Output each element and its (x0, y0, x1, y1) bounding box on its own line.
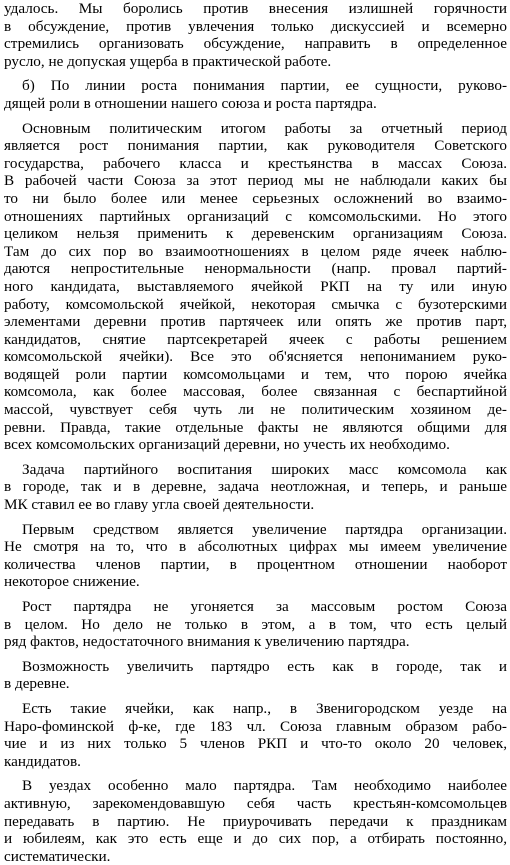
text-line: государства, рабочего класса и крестьянства в массах Союза. (4, 154, 507, 172)
paragraph (4, 77, 507, 112)
text-line: ного кандидата, выставляемого ячейкой РКП на ту или иную (4, 277, 507, 295)
text-line: отношениях партийных организаций с комсомольскими. Но этого (4, 207, 507, 225)
text-line: Не смотря на то, что в абсолютных цифрах мы имеем увеличение (4, 538, 507, 556)
text-line: является рост понимания партии, как руководителя Советского (4, 137, 507, 155)
paragraph (4, 521, 507, 591)
text-line: и юбилеям, как это есть еще и до сих пор, а отбирать постоянно, (4, 830, 507, 848)
paragraph (4, 700, 507, 770)
text-line: стремились организовать обсуждение, направить в определенное (4, 35, 507, 53)
text-line: элементами деревни против партячеек или опять же против парт, (4, 313, 507, 331)
paragraph (4, 0, 507, 70)
text-line: комсомола, как более массовая, более связанная с беспартийной (4, 383, 507, 401)
text-line: всех комсомольских организаций деревни, но учесть их необходимо. (4, 436, 450, 454)
text-line: некоторое снижение. (4, 573, 140, 591)
text-line: дящей роли в отношении нашего союза и роста партядра. (4, 94, 377, 112)
text-line: Там до сих пор во взаимоотношениях в целом ряде ячеек наблю- (4, 242, 507, 260)
paragraph (4, 461, 507, 514)
text-line: В уездах особенно мало партядра. Там необходимо наиболее (22, 777, 507, 795)
text-line: работу, комсомольской ячейкой, некоторая смычка с бузотерскими (4, 295, 507, 313)
text-line: активную, зарекомендовавшую себя часть крестьян-комсомольцев (4, 794, 507, 812)
text-line: ревни. Правда, такие отдельные факты не являются общими для (4, 418, 507, 436)
text-line: систематически. (4, 847, 111, 865)
text-line: комсомольской ячейки). Все это об'ясняется непониманием руко- (4, 348, 507, 366)
text-line: массой, чувствует себя чуть ли не политическим хозяином де- (4, 401, 507, 419)
text-line: чие и из них только 5 членов РКП и что-то около 20 человек, (4, 735, 507, 753)
text-line: Задача партийного воспитания широких масс комсомола как (22, 460, 507, 478)
text-line: Есть такие ячейки, как напр., в Звенигородском уезде на (22, 699, 507, 717)
text-line: кандидатов. (4, 752, 81, 770)
text-line: передавать в партию. Не приурочивать передачи к праздникам (4, 812, 507, 830)
text-line: б) По линии роста понимания партии, ее сущности, руково- (22, 77, 507, 95)
text-line: Рост партядра не угоняется за массовым ростом Союза (22, 598, 507, 615)
text-line: русло, не допуская ущерба в практической работе. (4, 52, 332, 70)
text-line: в целом. Но дело не только в этом, а в том, что есть целый (4, 615, 507, 633)
paragraph (4, 120, 507, 454)
text-line: Основным политическим итогом работы за отчетный период (22, 119, 507, 137)
text-line: ряд фактов, недостаточного внимания к увеличению партядра. (4, 633, 410, 651)
text-line: целиком нельзя применить к деревенским организациям Союза. (4, 225, 507, 243)
paragraph (4, 777, 507, 865)
text-line: Наро-фоминской ф-ке, где 183 чл. Союза главным образом рабо- (4, 717, 507, 735)
text-line: в обсуждение, против увлечения только дискуссией и всемерно (4, 17, 507, 35)
text-line: кандидатов, снятие партсекретарей ячеек с работы решением (4, 330, 507, 348)
document-page (4, 0, 507, 865)
text-line: то ни было более или менее серьезных осложнений во взаимо- (4, 189, 507, 207)
text-line: в городе, так и в деревне, задача неотложная, и теперь, и раньше (4, 478, 507, 496)
text-line: водящей роли партии комсомольцами и тем, что порою ячейка (4, 365, 507, 383)
text-line: удалось. Мы боролись против внесения излишней горячности (4, 0, 507, 17)
text-line: Возможность увеличить партядро есть как в городе, так и (22, 657, 507, 675)
text-line: количества членов партии, в процентном отношении наоборот (4, 555, 507, 573)
text-line: Первым средством является увеличение партядра организации. (22, 520, 507, 538)
paragraph (4, 598, 507, 651)
paragraph (4, 658, 507, 693)
text-line: в деревне. (4, 675, 70, 693)
text-line: даются непростительные ненормальности (напр. провал партий- (4, 260, 507, 278)
text-line: В рабочей части Союза за этот период мы не наблюдали каких бы (4, 172, 507, 190)
text-line: МК ставил ее во главу угла своей деятельности. (4, 496, 315, 514)
